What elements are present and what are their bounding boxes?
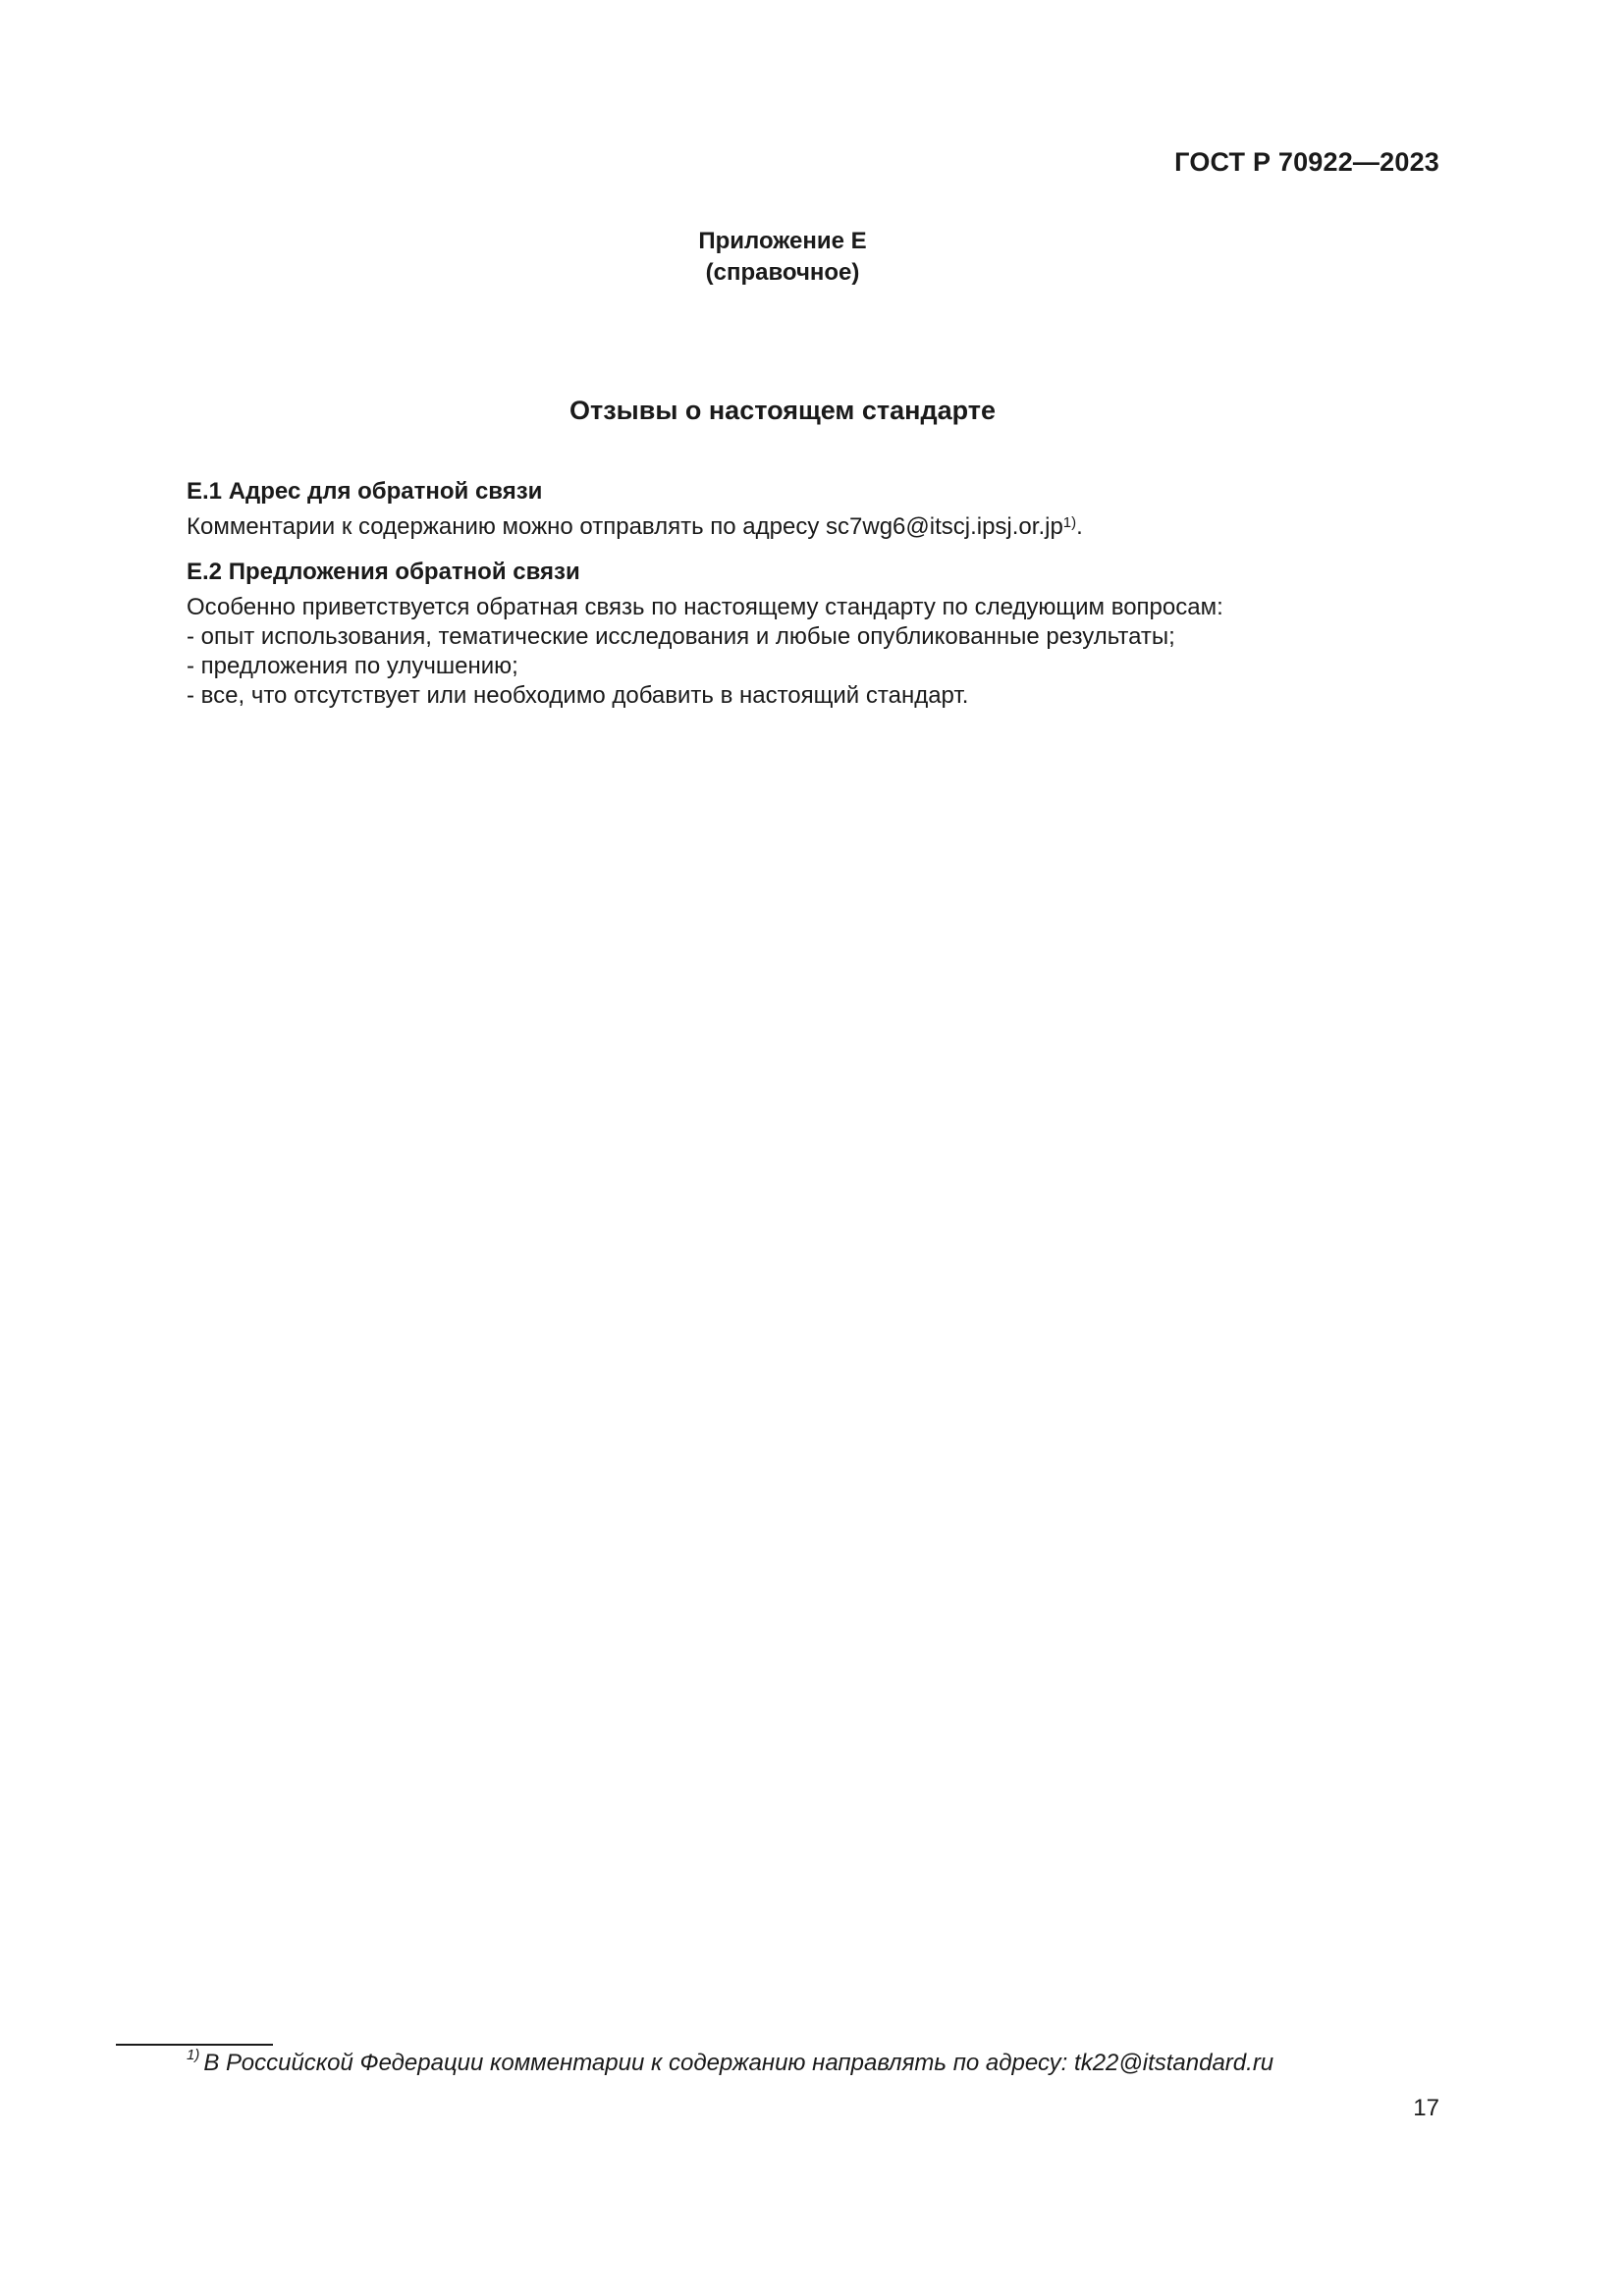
footnote-text: В Российской Федерации комментарии к содержанию направлять по адресу: tk22@itstandard.ru [203, 2050, 1274, 2076]
appendix-label: Приложение Е [698, 228, 867, 254]
section-e2-list-item: - предложения по улучшению; [187, 653, 518, 679]
appendix-heading [0, 226, 1565, 289]
appendix-type: (справочное) [705, 259, 860, 286]
section-e2-line: Особенно приветствуется обратная связь по настоящему стандарту по следующим вопросам: [187, 594, 1223, 620]
document-body [187, 477, 1463, 711]
section-heading-e1: Е.1 Адрес для обратной связи [187, 478, 543, 505]
section-heading-e2: Е.2 Предложения обратной связи [187, 559, 580, 585]
footnote-mark: 1) [187, 2047, 200, 2063]
page-number: 17 [1413, 2095, 1439, 2121]
page-title: Отзывы о настоящем стандарте [569, 396, 996, 425]
section-e2-list-item: - опыт использования, тематические исследования и любые опубликованные результаты; [187, 623, 1175, 650]
section-e1-body: Комментарии к содержанию можно отправлять по адресу sc7wg6@itscj.ipsj.or.jp [187, 513, 1063, 540]
document-code: ГОСТ Р 70922—2023 [1174, 147, 1439, 177]
footnote-divider [116, 2044, 273, 2046]
footnote [187, 2047, 1274, 2077]
footnote-reference[interactable]: 1) [1062, 514, 1077, 531]
section-e1-text [187, 512, 1463, 542]
section-e1-tail: . [1076, 513, 1083, 540]
section-e2-list-item: - все, что отсутствует или необходимо добавить в настоящий стандарт. [187, 682, 969, 709]
